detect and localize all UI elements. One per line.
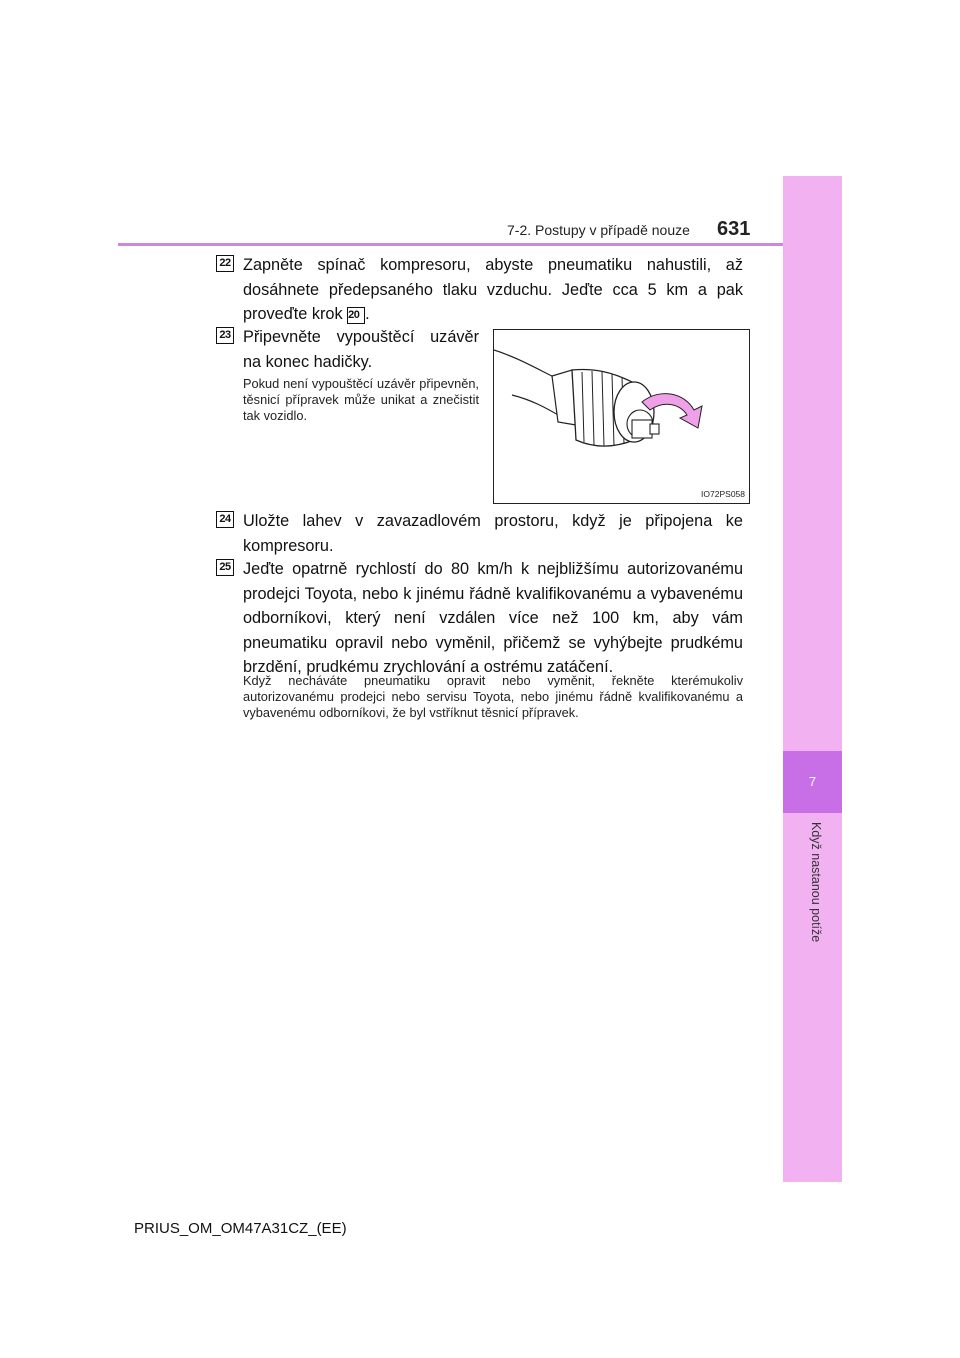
chapter-side-tab — [783, 176, 842, 1182]
chapter-title: Když nastanou potíže — [809, 822, 823, 943]
step-23-text: Připevněte vypouštěcí uzávěr na konec hadičky. — [243, 328, 479, 371]
step-22-badge: 22 — [216, 255, 234, 272]
step-24-badge: 24 — [216, 511, 234, 528]
section-title: 7-2. Postupy v případě nouze — [507, 222, 690, 238]
step-25-badge: 25 — [216, 559, 234, 576]
step-23-badge: 23 — [216, 327, 234, 344]
document-id: PRIUS_OM_OM47A31CZ_(EE) — [134, 1220, 347, 1237]
step-23-note: Pokud není vypouštěcí uzávěr připevněn, těsnicí přípravek může unikat a znečistit tak vozidlo. — [243, 376, 479, 423]
step-24-text: Uložte lahev v zavazadlovém prostoru, když je připojena ke kompresoru. — [243, 512, 743, 555]
step-22-text-main: Zapněte spínač kompresoru, abyste pneumatiku nahustili, až dosáhnete předepsaného tlaku vzduchu. Jeďte cca 5 km a pak proveďte krok — [243, 256, 743, 323]
figure-code: IO72PS058 — [701, 489, 745, 499]
hose-cap-drawing — [494, 330, 750, 504]
step-25-note: Když necháváte pneumatiku opravit nebo vyměnit, řekněte kterémukoliv autorizovanému prodejci nebo servisu Toyota, nebo jinému řádně kvalifikovanému a vybavenému odborníkovi, že byl vstříknut těsnicí přípravek. — [243, 673, 743, 720]
page-number: 631 — [717, 218, 751, 240]
header-divider — [118, 243, 783, 246]
step-25-text: Jeďte opatrně rychlostí do 80 km/h k nejbližšímu autorizovanému prodejci Toyota, nebo k jinému řádně kvalifikovanému a vybavenému odborníkovi, který není vzdálen více než 100 km, aby vám pneumatiku opravil nebo vyměnil, přičemž se vyhýbejte prudkému brzdění, prudkému zrychlování a ostrému zatáčení. — [243, 560, 743, 676]
step-22-text — [243, 253, 743, 327]
step-ref-badge[interactable]: 20 — [347, 307, 365, 324]
cap-illustration — [493, 329, 750, 504]
step-22-text-end: . — [365, 305, 370, 323]
chapter-number: 7 — [808, 774, 817, 789]
